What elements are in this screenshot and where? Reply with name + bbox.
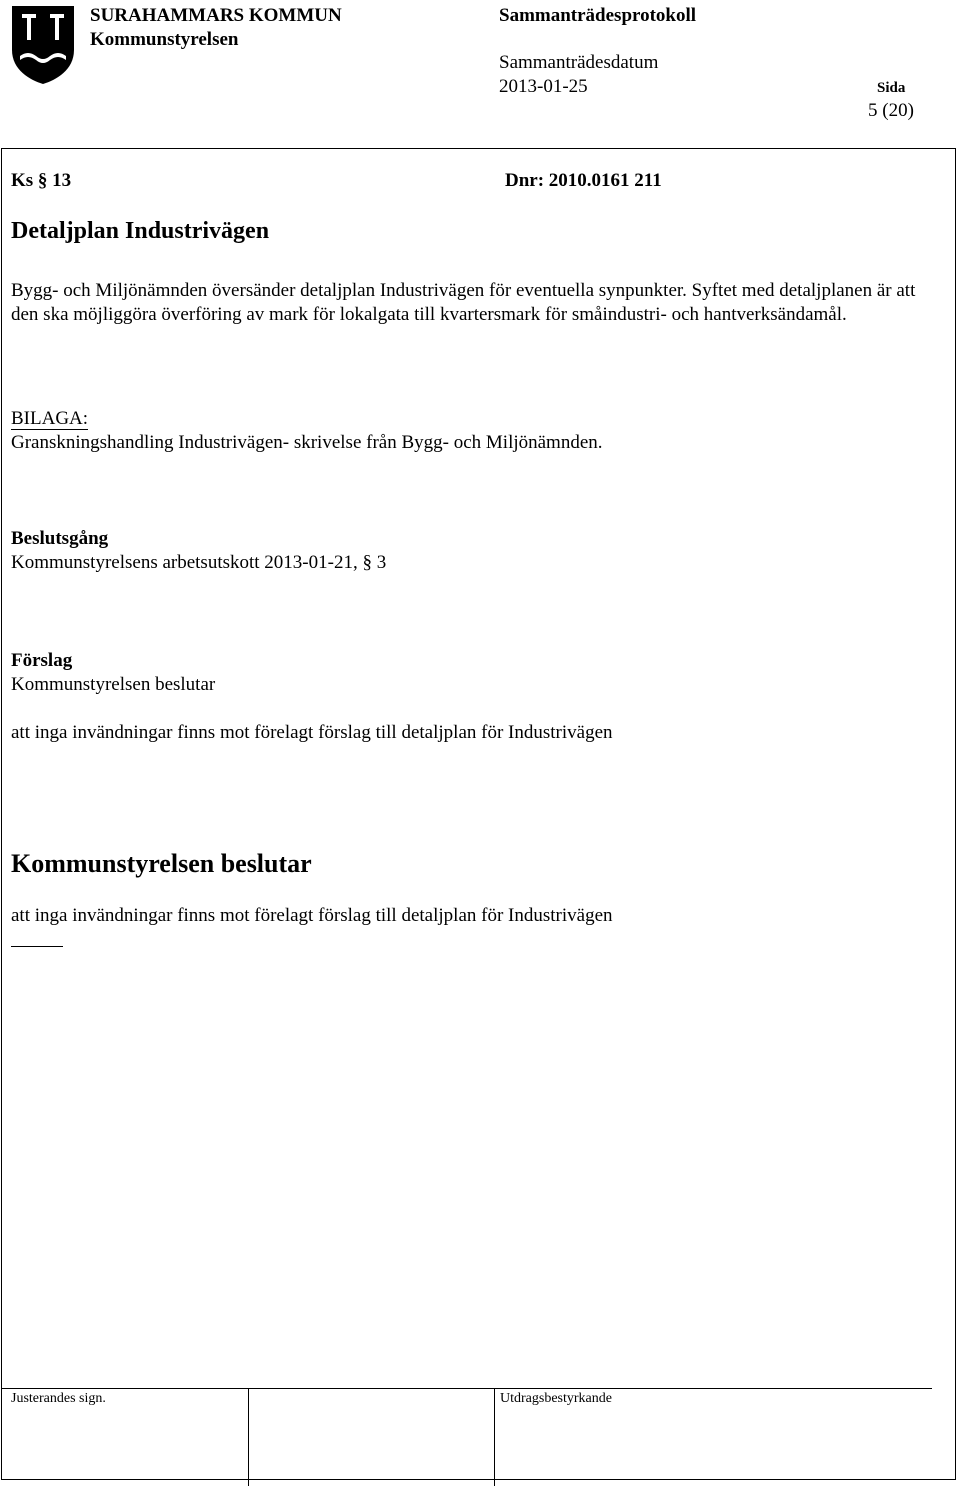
document-type: Sammanträdesprotokoll <box>499 5 697 26</box>
footer-divider <box>1 1388 932 1389</box>
page-label: Sida <box>877 80 906 96</box>
municipal-coat-of-arms-logo <box>10 4 76 86</box>
decision-heading: Kommunstyrelsen beslutar <box>11 849 312 878</box>
attachment-label-text: BILAGA: <box>11 408 89 429</box>
attachment-label <box>11 408 88 430</box>
proposal-att-clause: att inga invändningar finns mot förelagt förslag till detaljplan för Industrivägen <box>11 722 613 743</box>
organization-name: SURAHAMMARS KOMMUN <box>90 5 342 26</box>
meeting-date: 2013-01-25 <box>499 76 588 97</box>
end-divider <box>11 946 63 947</box>
item-title: Detaljplan Industrivägen <box>11 218 270 244</box>
content-frame <box>1 148 956 1480</box>
diary-number: Dnr: 2010.0161 211 <box>505 170 662 191</box>
committee-name: Kommunstyrelsen <box>90 29 239 50</box>
decision-process-text: Kommunstyrelsens arbetsutskott 2013-01-21, § 3 <box>11 552 387 573</box>
paragraph-number: Ks § 13 <box>11 170 72 191</box>
proposal-heading: Förslag <box>11 650 73 671</box>
page-number: 5 (20) <box>868 100 914 121</box>
extract-certification-label: Utdragsbestyrkande <box>500 1391 612 1406</box>
decision-process-heading: Beslutsgång <box>11 528 109 549</box>
footer-column-divider <box>248 1388 249 1486</box>
footer-column-divider <box>494 1388 495 1486</box>
proposal-text: Kommunstyrelsen beslutar <box>11 674 216 695</box>
decision-att-clause: att inga invändningar finns mot förelagt förslag till detaljplan för Industrivägen <box>11 905 613 926</box>
intro-paragraph: Bygg- och Miljönämnden översänder detaljplan Industrivägen för eventuella synpunkter. Syftet med detaljplanen är att den ska möjliggöra överföring av mark för lokalgata till kvartersmark för småindustri- och hantverksändamål. <box>11 280 916 325</box>
attachment-text: Granskningshandling Industrivägen- skrivelse från Bygg- och Miljönämnden. <box>11 432 603 453</box>
meeting-date-label: Sammanträdesdatum <box>499 52 659 73</box>
adjuster-signature-label: Justerandes sign. <box>11 1391 106 1406</box>
